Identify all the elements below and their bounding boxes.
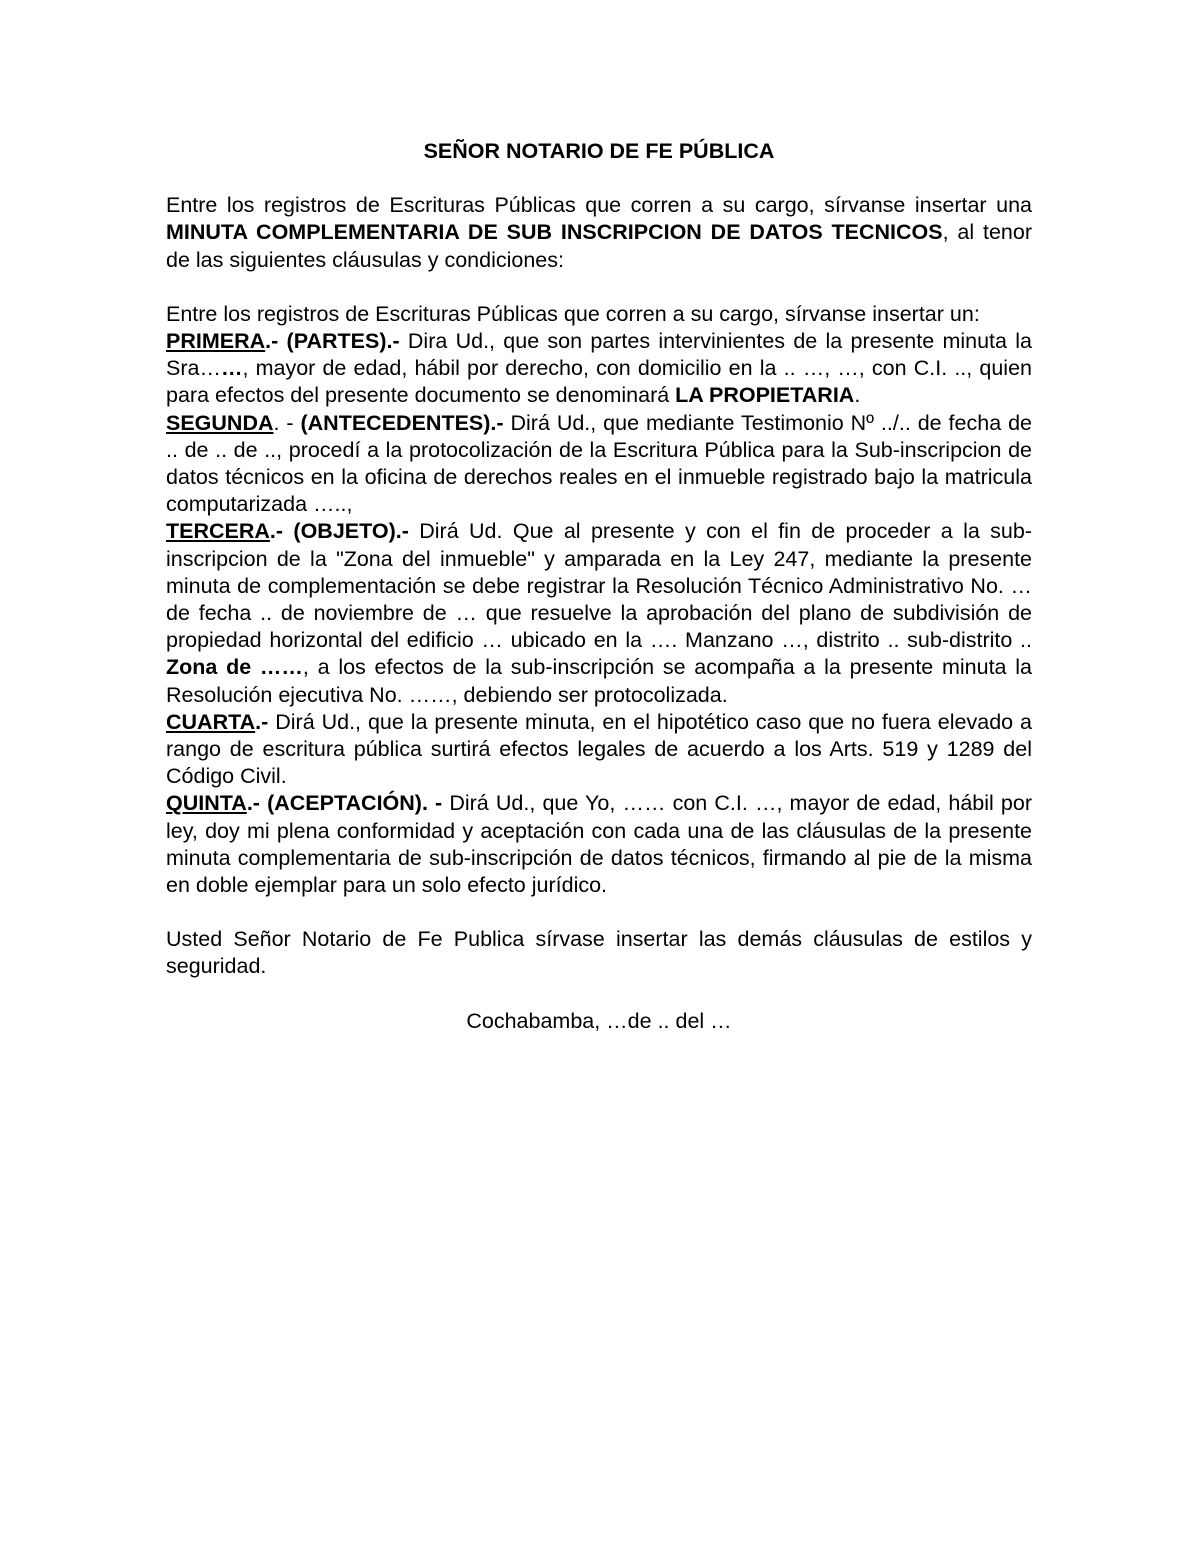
place-date: Cochabamba, …de .. del …	[466, 1008, 732, 1033]
intro-text-end: , al tenor de las siguientes cláusulas y condiciones:	[166, 220, 1032, 272]
clause-text: , mayor de edad, hábil por derecho, con domicilio en la .. …, …, con C.I. .., quien para efectos del presente documento se denominará	[166, 356, 1032, 408]
intro-paragraph-2: Entre los registros de Escrituras Públicas que corren a su cargo, sírvanse insertar un:	[166, 301, 980, 326]
clause-heading: .- (PARTES).-	[265, 329, 400, 354]
clause-heading: .- (OBJETO).-	[269, 519, 409, 544]
clause-text: Dirá Ud., que Yo, …… con C.I. …, mayor de edad, hábil por ley, doy mi plena conformidad y aceptación con cada una de las cláusulas de la presente minuta complementaria de sub-inscripción de datos técnicos, firmando al pie de la misma en doble ejemplar para un solo efecto jurídico.	[166, 791, 1032, 898]
clause-label: TERCERA	[166, 519, 270, 544]
clause-text: , a los efectos de la sub-inscripción se acompaña a la presente minuta la Resolución ejecutiva No. ……, debiendo ser protocolizada.	[166, 655, 1032, 707]
clause-text: .	[854, 383, 861, 408]
clause-heading: (ANTECEDENTES).-	[300, 410, 504, 435]
clause-label: PRIMERA	[166, 329, 266, 354]
clause-text-bold: …	[220, 356, 243, 381]
propietaria-term: LA PROPIETARIA	[675, 383, 855, 408]
intro-paragraph	[166, 192, 1032, 274]
clause-label: QUINTA	[166, 791, 247, 816]
clause-separator: . -	[273, 410, 301, 435]
clause-quinta	[166, 790, 1032, 899]
clause-segunda	[166, 410, 1032, 519]
clause-text: Dirá Ud. Que al presente y con el fin de proceder a la sub-inscripcion de la "Zona del inmueble" y amparada en la Ley 247, mediante la presente minuta de complementación se debe registrar la Resolución Técnico Administrativo No. … de fecha .. de noviembre de … que resuelve la aprobación del plano de subdivisión de propiedad horizontal del edificio … ubicado en la …. Manzano …, distrito .. sub-distrito ..	[166, 519, 1033, 653]
clause-text: Dirá Ud., que la presente minuta, en el hipotético caso que no fuera elevado a rango de escritura pública surtirá efectos legales de acuerdo a los Arts. 519 y 1289 del Código Civil.	[166, 709, 1032, 789]
zona-term: Zona de ……	[166, 655, 303, 680]
clause-label: SEGUNDA	[166, 410, 274, 435]
clause-label: CUARTA	[166, 709, 256, 734]
clause-primera	[166, 328, 1032, 410]
minuta-type: MINUTA COMPLEMENTARIA DE SUB INSCRIPCION DE DATOS TECNICOS	[166, 220, 943, 245]
clause-text: Dira Ud., que son partes intervinientes de la presente minuta la Sra…	[166, 329, 1032, 381]
document-title: SEÑOR NOTARIO DE FE PÚBLICA	[423, 139, 775, 163]
clause-cuarta	[166, 709, 1032, 791]
document-page	[166, 138, 1032, 1035]
clause-heading: .-	[255, 709, 269, 734]
clause-heading: .- (ACEPTACIÓN). -	[246, 791, 443, 816]
clause-tercera	[166, 518, 1032, 708]
clause-text: Dirá Ud., que mediante Testimonio Nº ../.. de fecha de .. de .. de .., procedí a la protocolización de la Escritura Pública para la Sub-inscripcion de datos técnicos en la oficina de derechos reales en el inmueble registrado bajo la matricula computarizada …..,	[166, 410, 1032, 517]
intro-text: Entre los registros de Escrituras Públicas que corren a su cargo, sírvanse insertar una	[166, 193, 1032, 218]
closing-request: Usted Señor Notario de Fe Publica sírvase insertar las demás cláusulas de estilos y seguridad.	[166, 927, 1032, 979]
